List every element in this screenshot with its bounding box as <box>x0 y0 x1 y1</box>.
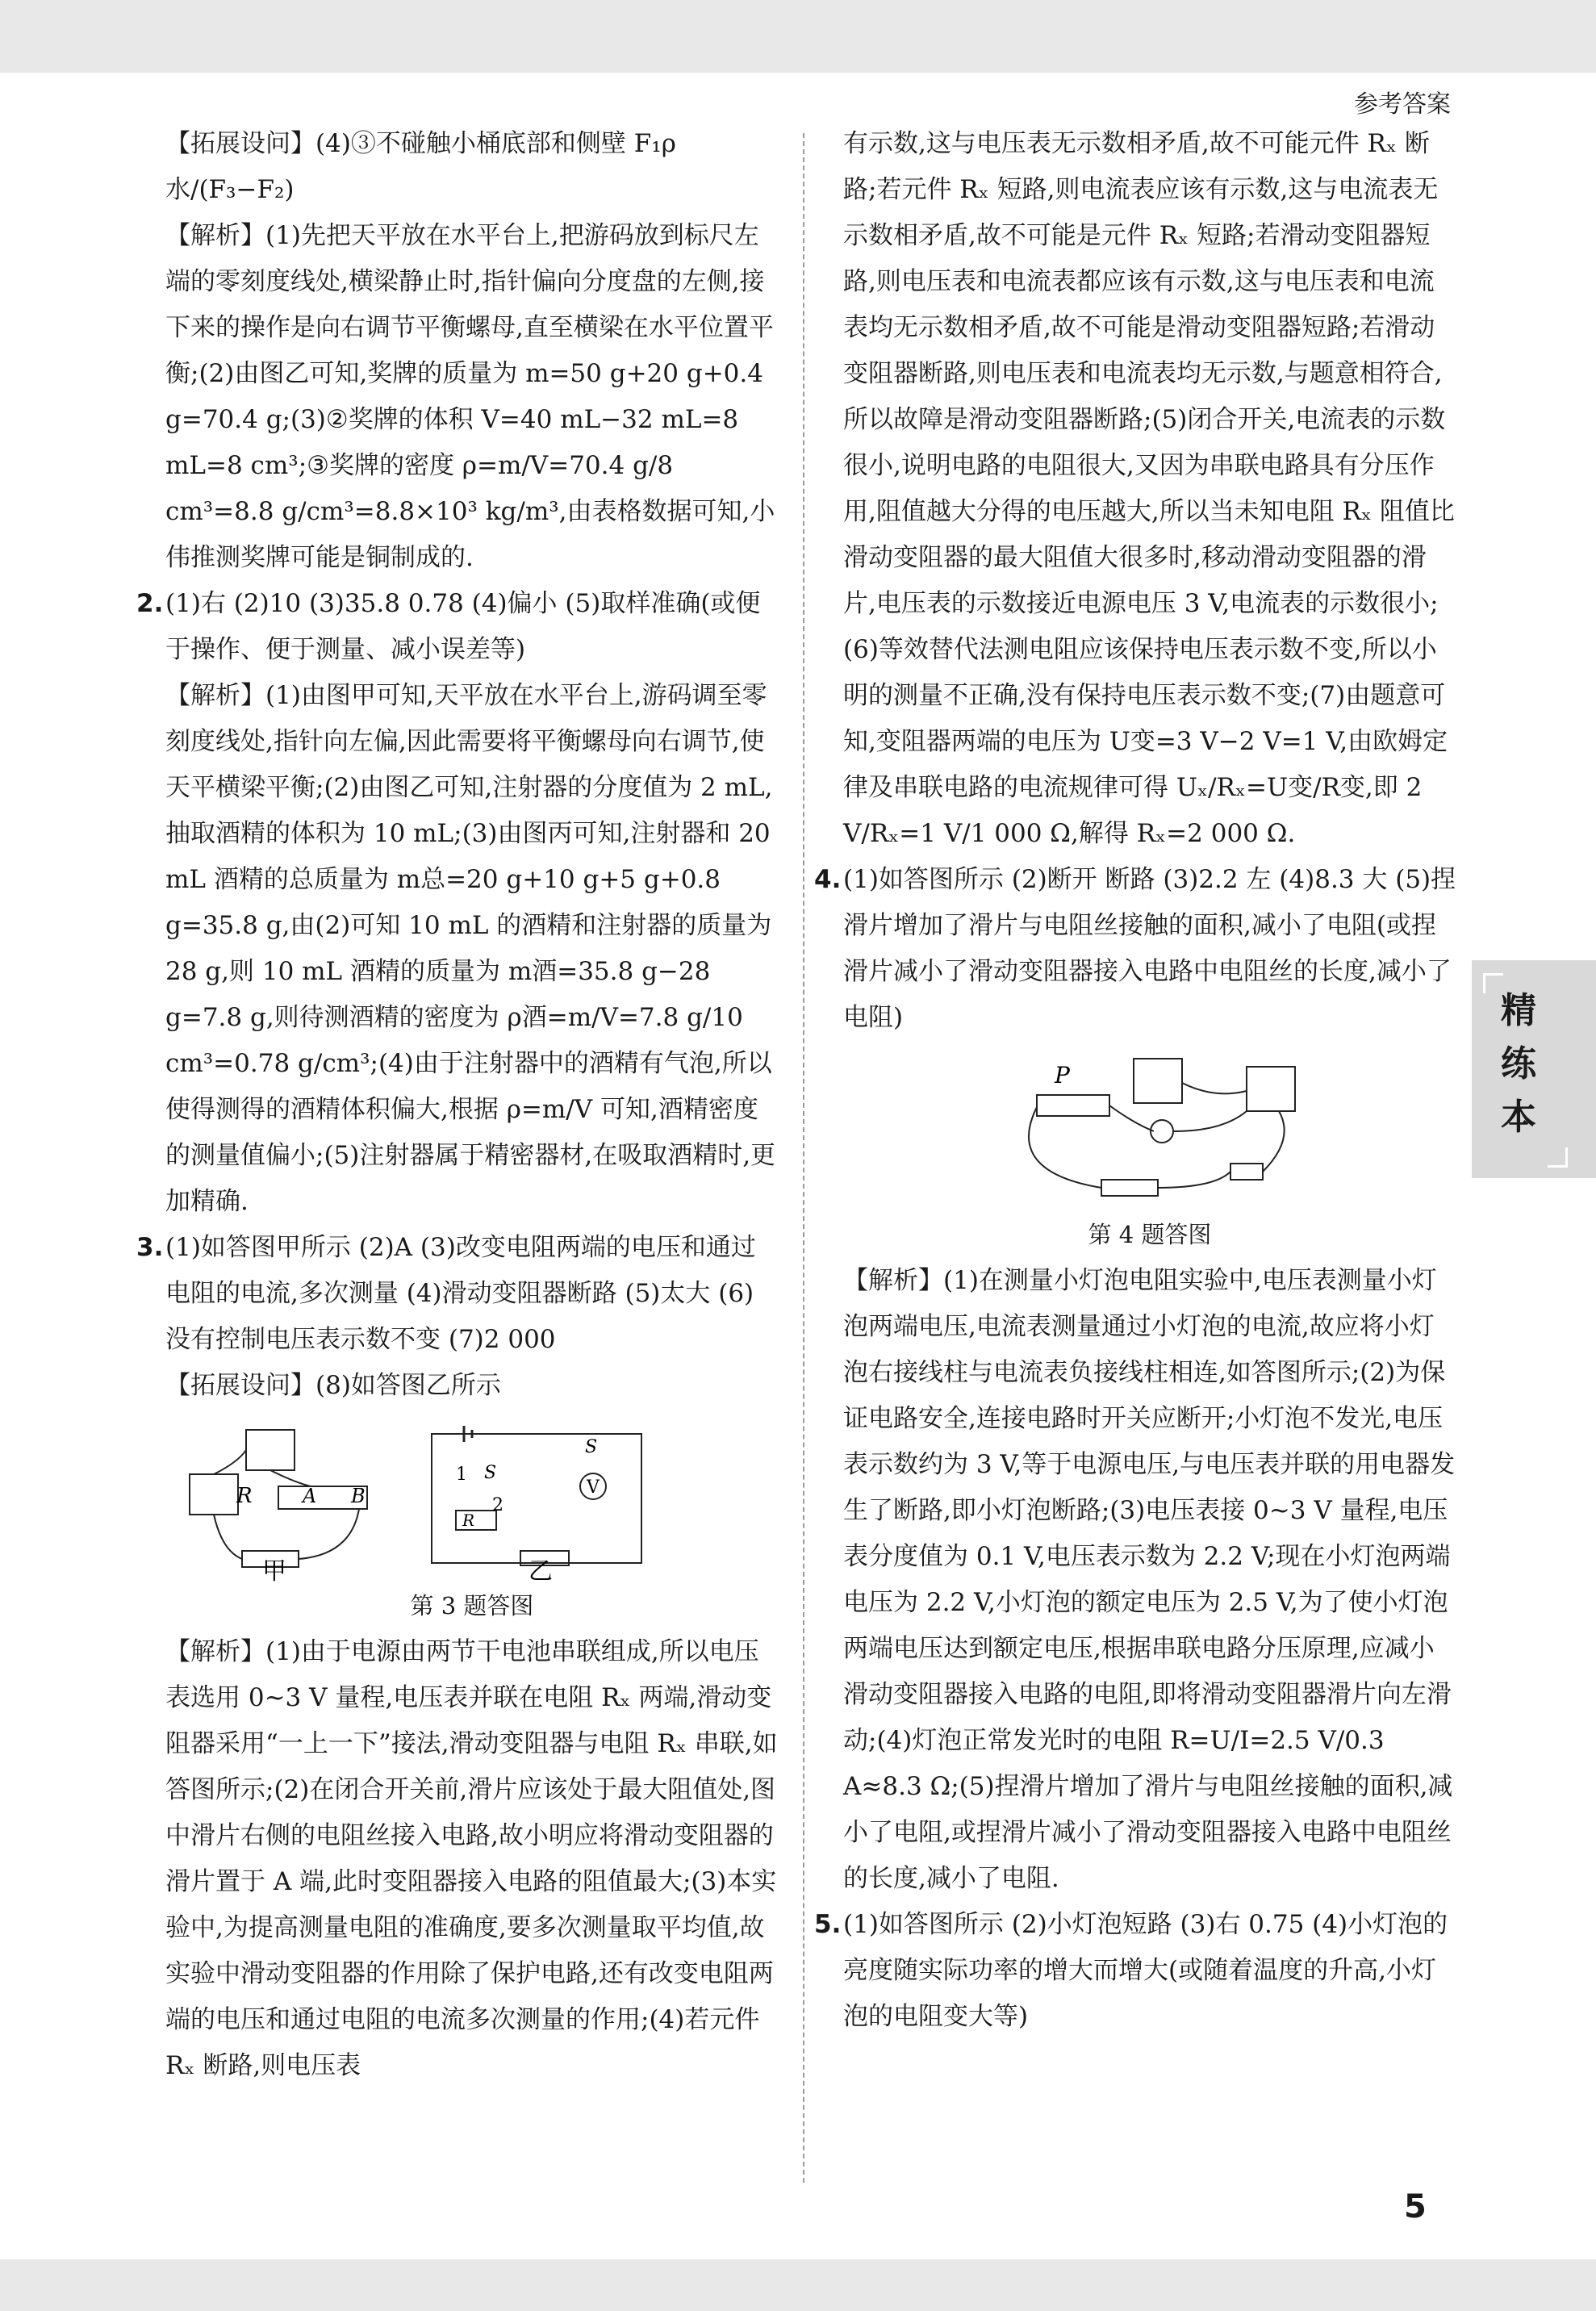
analysis-q3-continued: 有示数,这与电压表无示数相矛盾,故不可能元件 Rₓ 断路;若元件 Rₓ 短路,则电流表应该有示数,这与电流表无示数相矛盾,故不可能是元件 Rₓ 短路;若滑动变阻器短路,则电压表和电流表都应该有示数,这与电压表和电流表均无示数相矛盾,故不可能是滑动变阻器短路;若滑动变阻器断路,则电压表和电流表均无示数,与题意相符合,所以故障是滑动变阻器断路;(5)闭合开关,电流表的示数很小,说明电路的电阻很大,又因为串联电路具有分压作用,阻值越大分得的电压越大,所以当未知电阻 Rₓ 阻值比滑动变阻器的最大阻值大很多时,移动滑动变阻器的滑片,电压表的示数接近电源电压 3 V,电流表的示数很小;(6)等效替代法测电阻应该保持电压表示数不变,所以小明的测量不正确,没有保持电压表示数不变;(7)由题意可知,变阻器两端的电压为 U变=3 V−2 V=1 V,由欧姆定律及串联电路的电流规律可得 Uₓ/Rₓ=U变/R变,即 2 V/Rₓ=1 V/1 000 Ω,解得 Rₓ=2 000 Ω. <box>843 129 1455 848</box>
figure-caption-q3: 第 3 题答图 <box>410 1592 534 1619</box>
side-tab-label: 精练本 <box>1501 990 1536 1138</box>
side-tab <box>1472 960 1596 1178</box>
question-4 <box>814 857 1456 1041</box>
svg-text:1: 1 <box>456 1465 467 1485</box>
question-number: 2. <box>136 589 164 618</box>
slider-label-p: P <box>1055 1062 1070 1089</box>
question-number: 4. <box>814 865 842 894</box>
figure-q3 <box>165 1414 779 1583</box>
question-5 <box>814 1902 1456 2040</box>
page-number: 5 <box>1404 2188 1427 2225</box>
svg-text:B: B <box>351 1485 366 1507</box>
left-column <box>136 121 779 2089</box>
extension-answer: 【拓展设问】(4)③不碰触小桶底部和侧壁 F₁ρ水/(F₃−F₂) <box>165 129 676 204</box>
svg-text:A: A <box>303 1485 317 1507</box>
figure-caption-q4: 第 4 题答图 <box>1088 1221 1212 1248</box>
circuit-diagram-q4 <box>843 1051 1456 1212</box>
question-number: 3. <box>136 1233 164 1262</box>
question-number: 5. <box>814 1910 842 1939</box>
svg-text:R: R <box>236 1484 253 1508</box>
tab-bracket-bottom <box>1548 1147 1568 1168</box>
column-divider <box>803 133 804 2183</box>
question-2 <box>136 581 779 673</box>
svg-text:S: S <box>484 1463 497 1483</box>
analysis-q3: 【解析】(1)由于电源由两节干电池串联组成,所以电压表选用 0~3 V 量程,电压表并联在电阻 Rₓ 两端,滑动变阻器采用“一上一下”接法,滑动变阻器与电阻 Rₓ 串联,如答图所示;(2)在闭合开关前,滑片应该处于最大阻值处,图中滑片右侧的电阻丝接入电路,故小明应将滑动变阻器的滑片置于 A 端,此时变阻器接入电路的阻值最大;(3)本实验中,为提高测量电阻的准确度,要多次测量取平均值,故实验中滑动变阻器的作用除了保护电路,还有改变电阻两端的电压和通过电阻的电流多次测量的作用;(4)若元件 Rₓ 断路,则电压表 <box>165 1637 778 2080</box>
figure-label-b: 乙 <box>529 1557 553 1583</box>
answer-q2: (1)右 (2)10 (3)35.8 0.78 (4)偏小 (5)取样准确(或便于操作、便于测量、减小误差等) <box>165 589 761 664</box>
circuit-diagram-q3 <box>165 1414 779 1583</box>
extension-q3: 【拓展设问】(8)如答图乙所示 <box>165 1371 501 1400</box>
svg-text:V: V <box>587 1477 600 1498</box>
analysis-q1: 【解析】(1)先把天平放在水平台上,把游码放到标尺左端的零刻度线处,横梁静止时,指针偏向分度盘的左侧,接下来的操作是向右调节平衡螺母,直至横梁在水平位置平衡;(2)由图乙可知,奖牌的质量为 m=50 g+20 g+0.4 g=70.4 g;(3)②奖牌的体积 V=40 mL−32 mL=8 mL=8 cm³;③奖牌的密度 ρ=m/V=70.4 g/8 cm³=8.8 g/cm³=8.8×10³ kg/m³,由表格数据可知,小伟推测奖牌可能是铜制成的. <box>165 221 775 572</box>
analysis-q4: 【解析】(1)在测量小灯泡电阻实验中,电压表测量小灯泡两端电压,电流表测量通过小灯泡的电流,故应将小灯泡右接线柱与电流表负接线柱相连,如答图所示;(2)为保证电路安全,连接电路时开关应断开;小灯泡不发光,电压表示数约为 3 V,等于电源电压,与电压表并联的用电器发生了断路,即小灯泡断路;(3)电压表接 0~3 V 量程,电压表分度值为 0.1 V,电压表示数为 2.2 V;现在小灯泡两端电压为 2.2 V,小灯泡的额定电压为 2.5 V,为了使小灯泡两端电压达到额定电压,根据串联电路分压原理,应减小滑动变阻器接入电路的电阻,即将滑动变阻器滑片向左滑动;(4)灯泡正常发光时的电阻 R=U/I=2.5 V/0.3 A≈8.3 Ω;(5)捏滑片增加了滑片与电阻丝接触的面积,减小了电阻,或捏滑片减小了滑动变阻器接入电路中电阻丝的长度,减小了电阻. <box>843 1266 1456 1893</box>
figure-label-a: 甲 <box>262 1557 286 1583</box>
answer-q4: (1)如答图所示 (2)断开 断路 (3)2.2 左 (4)8.3 大 (5)捏滑片增加了滑片与电阻丝接触的面积,减小了电阻(或捏滑片减小了滑动变阻器接入电路中电阻丝的长度,减小了电阻) <box>843 865 1456 1032</box>
answer-q3: (1)如答图甲所示 (2)A (3)改变电阻两端的电压和通过电阻的电流,多次测量 (4)滑动变阻器断路 (5)太大 (6)没有控制电压表示数不变 (7)2 000 <box>165 1233 756 1354</box>
page-header-title: 参考答案 <box>1354 90 1451 119</box>
answer-q5: (1)如答图所示 (2)小灯泡短路 (3)右 0.75 (4)小灯泡的亮度随实际功率的增大而增大(或随着温度的升高,小灯泡的电阻变大等) <box>843 1910 1448 2031</box>
right-column <box>814 121 1456 2040</box>
svg-text:R: R <box>462 1511 475 1530</box>
analysis-q2: 【解析】(1)由图甲可知,天平放在水平台上,游码调至零刻度线处,指针向左偏,因此需要将平衡螺母向右调节,使天平横梁平衡;(2)由图乙可知,注射器的分度值为 2 mL,抽取酒精的体积为 10 mL;(3)由图丙可知,注射器和 20 mL 酒精的总质量为 m总=20 g+10 g+5 g+0.8 g=35.8 g,由(2)可知 10 mL 的酒精和注射器的质量为 28 g,则 10 mL 酒精的质量为 m酒=35.8 g−28 g=7.8 g,则待测酒精的密度为 ρ酒=m/V=7.8 g/10 cm³=0.78 g/cm³;(4)由于注射器中的酒精有气泡,所以使得测得的酒精体积偏大,根据 ρ=m/V 可知,酒精密度的测量值偏小;(5)注射器属于精密器材,在吸取酒精时,更加精确. <box>165 681 776 1216</box>
svg-text:2: 2 <box>492 1495 503 1515</box>
figure-q4 <box>843 1051 1456 1212</box>
question-3 <box>136 1225 779 1363</box>
svg-text:S: S <box>585 1437 598 1457</box>
